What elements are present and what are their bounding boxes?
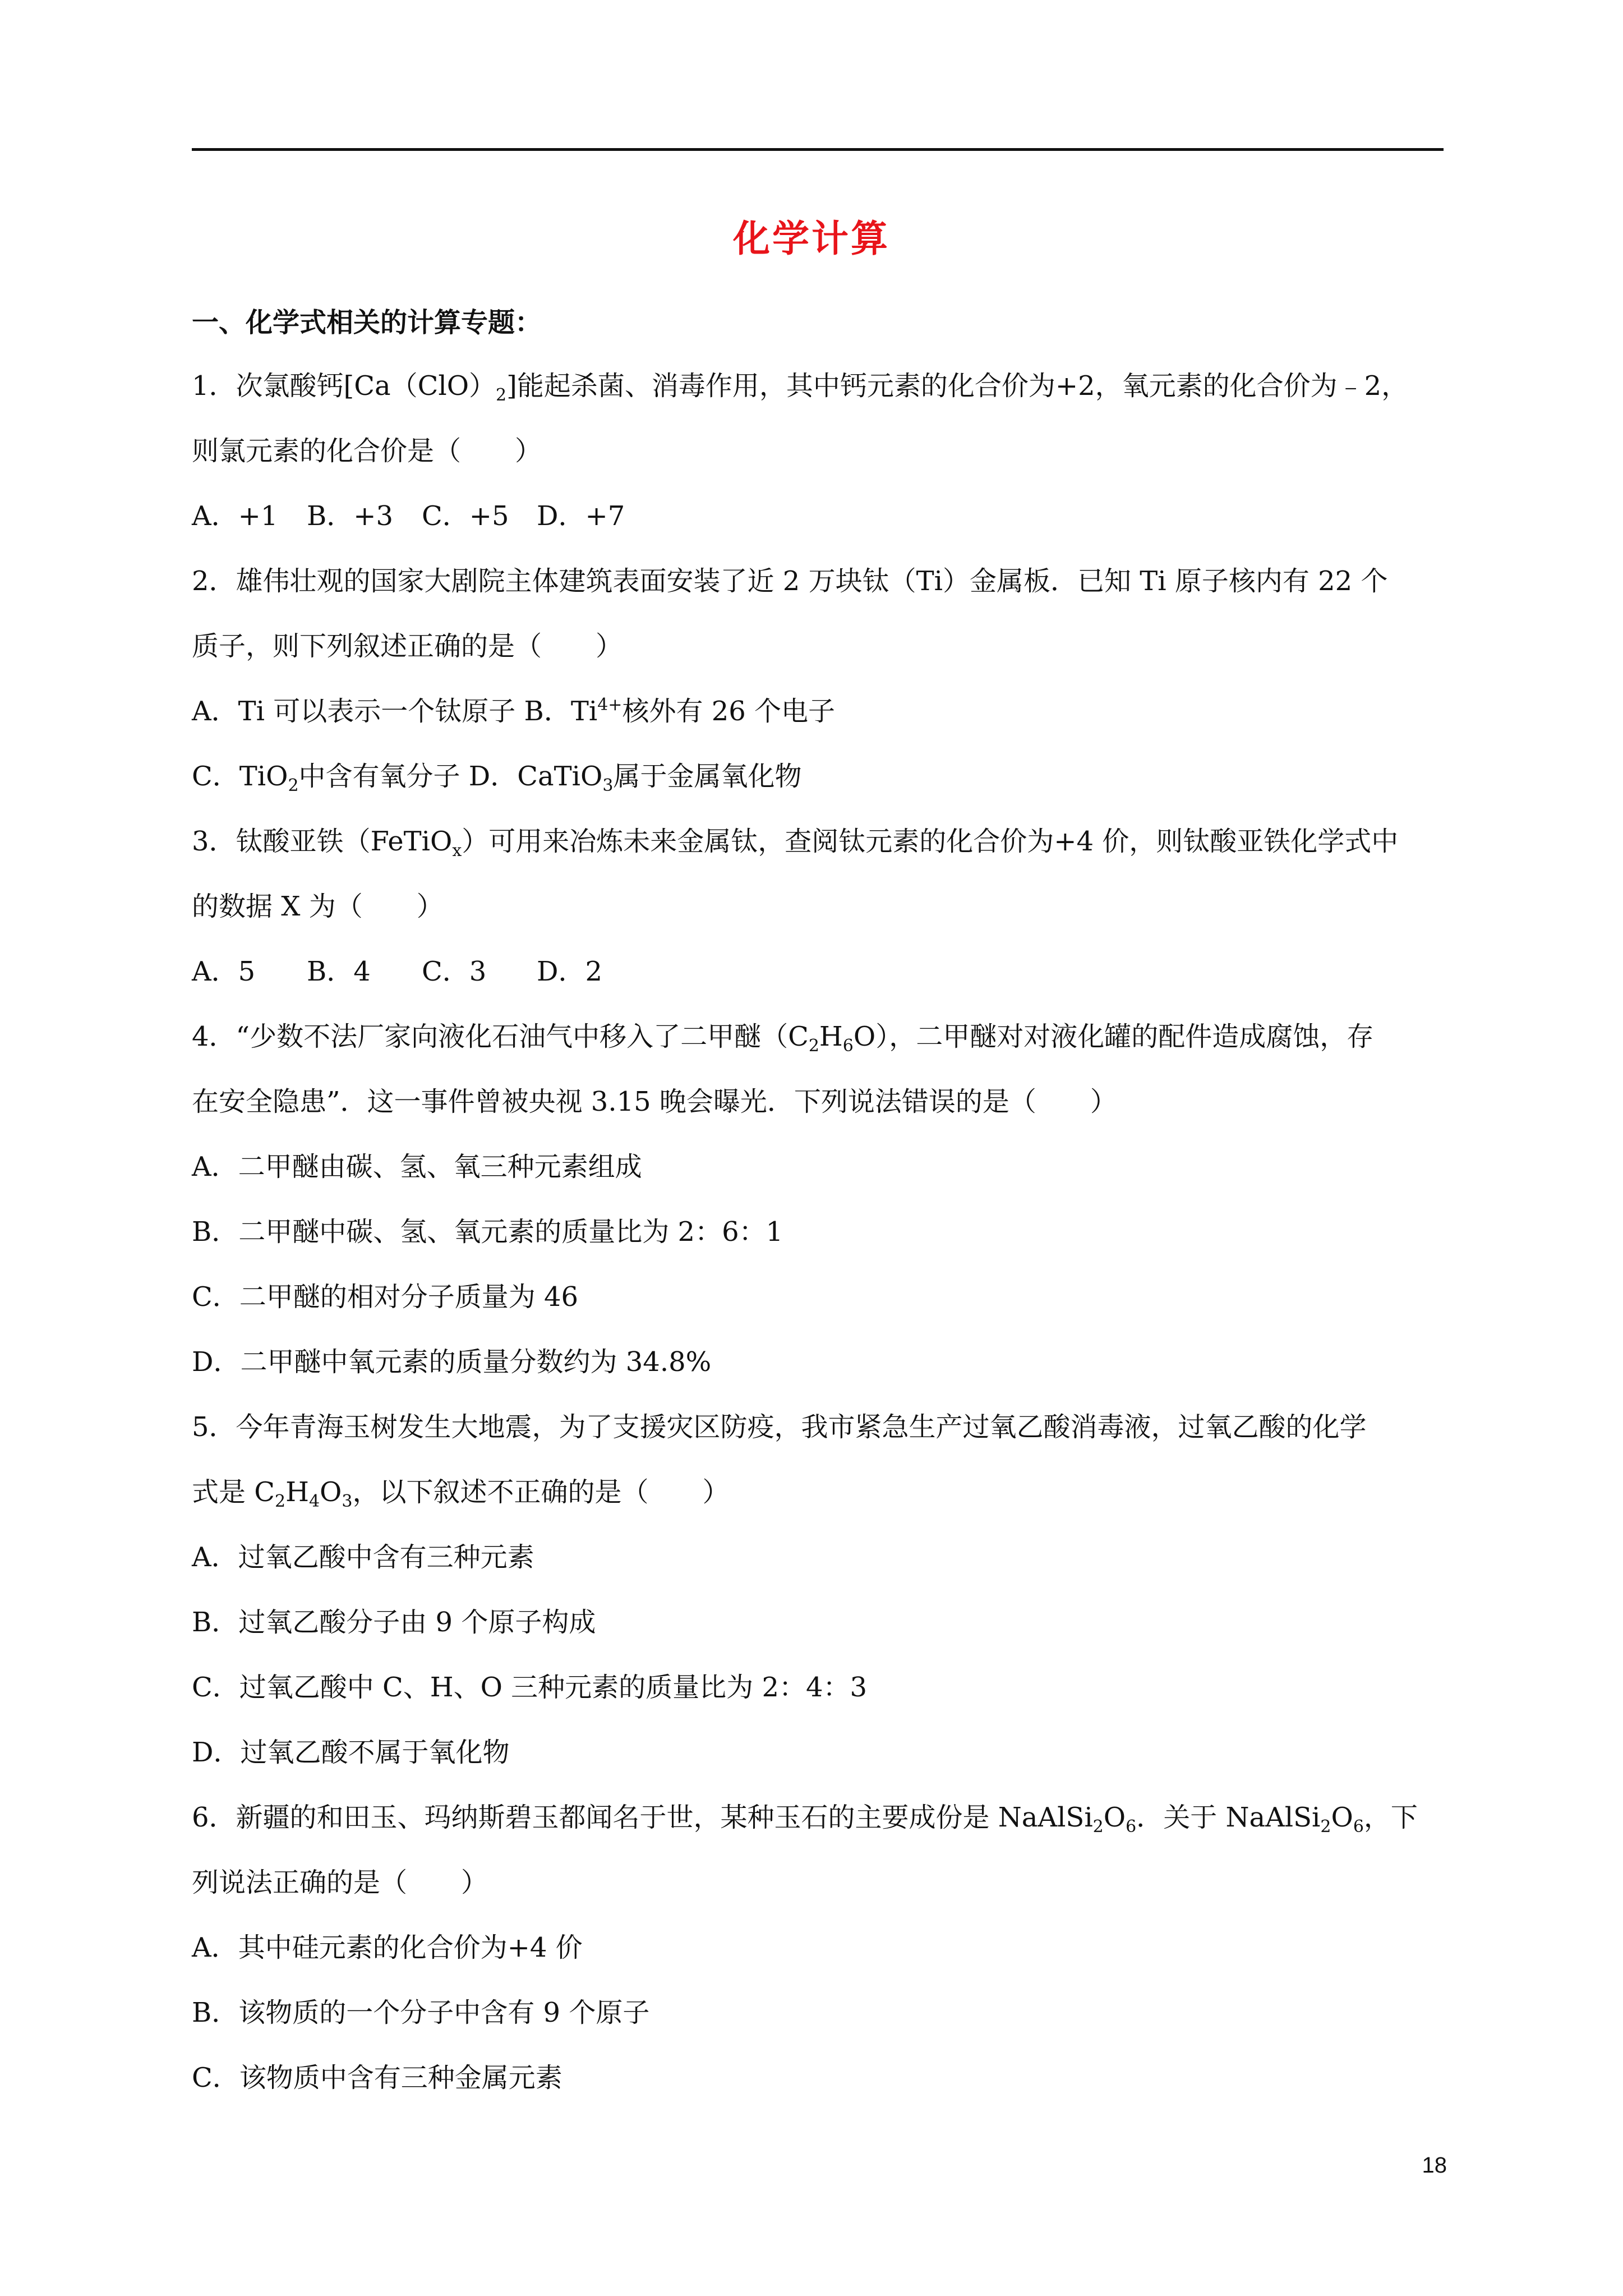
option-b: B．+3 <box>307 500 394 532</box>
question-1-line-1: 1．次氯酸钙$[Ca(ClO)_2]$能起杀菌、消毒作用，其中钙元素的化合价为+2，氧元素的化合价为﹣2， <box>192 370 1409 405</box>
question-5-option-c: C．过氧乙酸中 C、H、O 三种元素的质量比为 2：4：3 <box>192 1672 868 1703</box>
option-a: A．+1 <box>192 500 278 532</box>
question-2-line-2: 质子，则下列叙述正确的是（ ） <box>192 631 623 662</box>
question-4-option-d: D．二甲醚中氧元素的质量分数约为 34.8% <box>192 1346 712 1378</box>
option-c: C．+5 <box>422 500 509 532</box>
page-number: 18 <box>1422 2153 1447 2178</box>
question-1-line-2: 则氯元素的化合价是（ ） <box>192 435 542 467</box>
question-6-line-2: 列说法正确的是（ ） <box>192 1867 488 1898</box>
option-b: B．4 <box>307 956 371 987</box>
section-heading: 一、化学式相关的计算专题： <box>192 307 542 338</box>
question-6-line-1: 6．新疆的和田玉、玛纳斯碧玉都闻名于世，某种玉石的主要成份是 $NaAlSi_2O_6$．关于 $NaAlSi_2O_6$，下 <box>192 1802 1418 1837</box>
option-d: D．+7 <box>537 500 625 532</box>
question-6-option-c: C．该物质中含有三种金属元素 <box>192 2062 562 2093</box>
question-5-option-b: B．过氧乙酸分子由 9 个原子构成 <box>192 1607 596 1638</box>
question-2-options-ab: A．Ti 可以表示一个钛原子 B．$Ti^{4+}$核外有 26 个电子 <box>192 695 836 727</box>
question-4-option-a: A．二甲醚由碳、氢、氧三种元素组成 <box>192 1151 642 1182</box>
question-1-options <box>192 484 1448 549</box>
question-6-option-b: B．该物质的一个分子中含有 9 个原子 <box>192 1997 650 2028</box>
option-a: A．5 <box>192 956 256 987</box>
question-4-option-b: B．二甲醚中碳、氢、氧元素的质量比为 2：6：1 <box>192 1216 783 1248</box>
option-c: C．3 <box>422 956 487 987</box>
question-4-line-2: 在安全隐患”．这一事件曾被央视 3.15 晚会曝光．下列说法错误的是（ ） <box>192 1086 1117 1117</box>
header-rule <box>192 148 1444 151</box>
question-5-line-2: 式是 $C_2H_4O_3$，以下叙述不正确的是（ ） <box>192 1476 730 1511</box>
question-5-option-a: A．过氧乙酸中含有三种元素 <box>192 1542 534 1573</box>
question-4-option-c: C．二甲醚的相对分子质量为 46 <box>192 1281 579 1313</box>
question-3-line-1: 3．钛酸亚铁（FeTiO$_x$）可用来冶炼未来金属钛，查阅钛元素的化合价为+4 价，则钛酸亚铁化学式中 <box>192 826 1399 861</box>
document-body <box>192 292 1448 2110</box>
question-5-option-d: D．过氧乙酸不属于氧化物 <box>192 1737 510 1768</box>
question-4-line-1: 4．“少数不法厂家向液化石油气中移入了二甲醚$(C_2H_6O)$，二甲醚对对液化罐的配件造成腐蚀，存 <box>192 1021 1374 1056</box>
question-3-line-2: 的数据 X 为（ ） <box>192 891 444 922</box>
question-2-options-cd: C．TiO$_2$中含有氧分子 D．CaTiO$_3$属于金属氧化物 <box>192 761 802 795</box>
question-6-option-a: A．其中硅元素的化合价为+4 价 <box>192 1932 583 1963</box>
option-d: D．2 <box>537 956 603 987</box>
question-2-line-1: 2．雄伟壮观的国家大剧院主体建筑表面安装了近 2 万块钛（Ti）金属板．已知 Ti 原子核内有 22 个 <box>192 565 1388 597</box>
page-title: 化学计算 <box>733 217 890 260</box>
question-5-line-1: 5．今年青海玉树发生大地震，为了支援灾区防疫，我市紧急生产过氧乙酸消毒液，过氧乙酸的化学 <box>192 1411 1367 1443</box>
question-3-options <box>192 939 1448 1004</box>
